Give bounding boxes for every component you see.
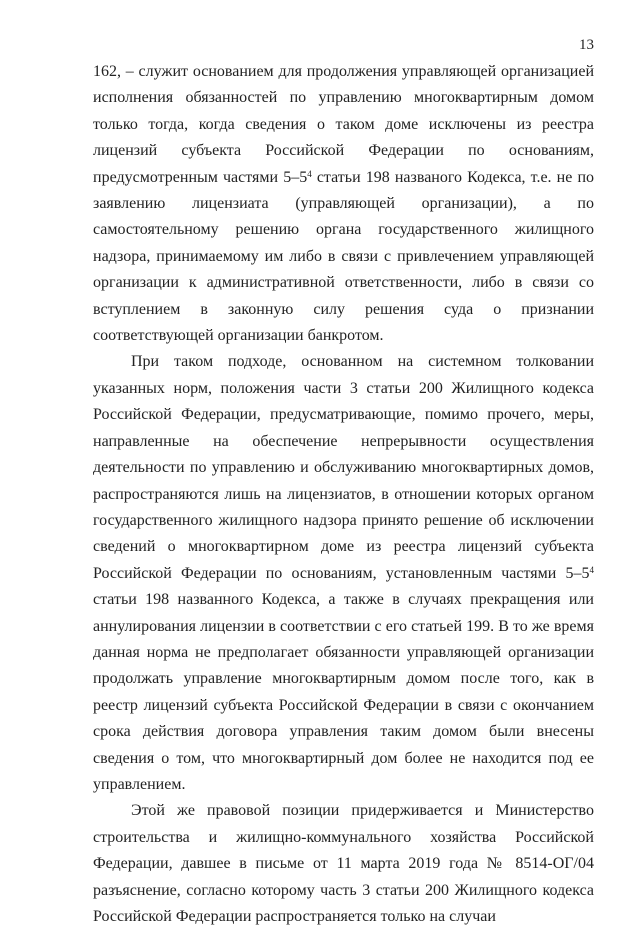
paragraph-2-text-a: При таком подходе, основанном на системном толковании указанных норм, положения части 3 статьи 200 Жилищного кодекса Российской Федерации, предусматривающие, помимо прочего, меры, направленные на обеспечение непрерывности осуществления деятельности по управлению и обслуживанию многоквартирных домов, распространяются лишь на лицензиатов, в отношении которых органом государственного жилищного надзора принято решение об исключении сведений о многоквартирном доме из реестра лицензий субъекта Российской Федерации по основаниям, установленным частями 5–5 [93, 353, 594, 582]
paragraph-2 [93, 349, 594, 798]
page-number: 13 [579, 37, 594, 53]
paragraph-1-text-a: 162, – служит основанием для продолжения управляющей организацией исполнения обязанностей по управлению многоквартирным домом только тогда, когда сведения о таком доме исключены из реестра лицензий субъекта Российской Федерации по основаниям, предусмотренным частями 5–5 [93, 63, 594, 186]
paragraph-3 [93, 798, 594, 930]
paragraph-1-text-b: статьи 198 названого Кодекса, т.е. не по заявлению лицензиата (управляющей организации), а по самостоятельному решению органа государственного жилищного надзора, принимаемому им либо в связи с привлечением управляющей организации к административной ответственности, либо в связи со вступлением в законную силу решения суда о признании соответствующей организации банкротом. [93, 168, 594, 345]
document-body [93, 59, 594, 930]
paragraph-2-text-b: статьи 198 названного Кодекса, а также в случаях прекращения или аннулирования лицензии в соответствии с его статьей 199. В то же время данная норма не предполагает обязанности управляющей организации продолжать управление многоквартирным домом после того, как в реестр лицензий субъекта Российской Федерации в связи с окончанием срока действия договора управления таким домом были внесены сведения о том, что многоквартирный дом более не находится под ее управлением. [93, 591, 594, 793]
superscript: 4 [307, 168, 312, 179]
superscript: 4 [589, 564, 594, 575]
paragraph-1 [93, 59, 594, 349]
paragraph-3-text: Этой же правовой позиции придерживается и Министерство строительства и жилищно-коммунального хозяйства Российской Федерации, давшее в письме от 11 марта 2019 года № 8514-ОГ/04 разъяснение, согласно которому часть 3 статьи 200 Жилищного кодекса Российской Федерации распространяется только на случаи [93, 802, 594, 925]
